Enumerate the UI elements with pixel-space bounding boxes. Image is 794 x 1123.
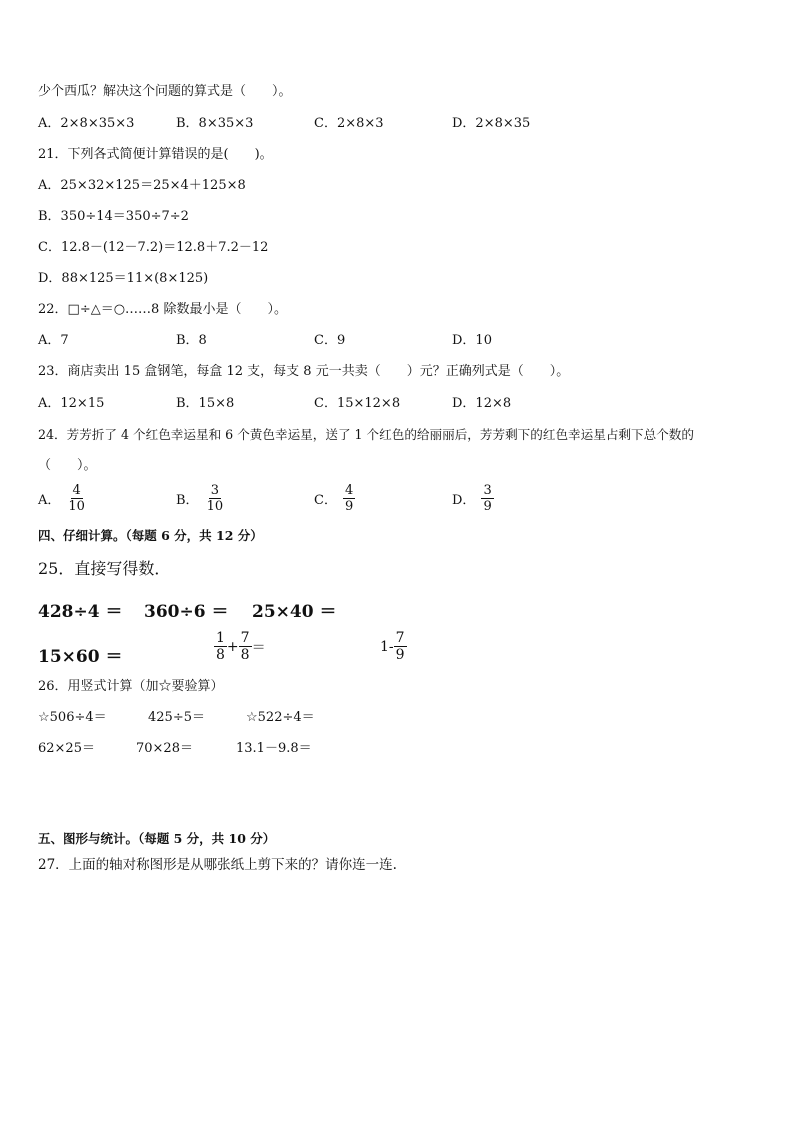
q22-stem: 22．□÷△＝○……8 除数最小是（ ）。 [38,302,287,317]
q22-option-d[interactable]: D．10 [452,333,492,348]
q22-option-c[interactable]: C．9 [314,333,346,348]
q24-answer-paren: （ ）。 [38,458,97,473]
numerator: 4 [72,483,81,498]
numerator: 7 [395,630,405,646]
option-label: B． [176,493,199,508]
q20-option-a[interactable]: A．2×8×35×3 [38,116,135,131]
q25-item-3: 25×40 ＝ [252,602,337,622]
q25-item-2: 360÷6 ＝ [144,602,229,622]
q23-option-d[interactable]: D．12×8 [452,396,512,411]
q21-option-c[interactable]: C．12.8－(12－7.2)＝12.8＋7.2－12 [38,240,269,255]
q24-option-d[interactable] [452,484,494,513]
fraction [394,631,407,662]
q25-stem: 25．直接写得数． [38,559,171,578]
q25-item-1: 428÷4 ＝ [38,602,123,622]
q24-option-c[interactable] [314,484,355,513]
numerator: 3 [210,483,219,498]
q26-item-4: 62×25＝ [38,741,95,756]
denominator: 10 [206,499,224,514]
q23-stem: 23．商店卖出 15 盒钢笔，每盒 12 支，每支 8 元一共卖（ ）元？正确列式是（ ）。 [38,364,570,379]
numerator: 3 [483,483,492,498]
denominator: 9 [395,647,405,663]
q27-stem: 27．上面的轴对称图形是从哪张纸上剪下来的？请你连一连. [38,857,397,873]
denominator: 8 [216,647,225,663]
section-4-heading: 四、仔细计算。（每题 6 分，共 12 分） [38,528,263,543]
q21-option-a[interactable]: A．25×32×125＝25×4＋125×8 [38,178,246,193]
numerator: 4 [344,483,354,498]
denominator: 9 [483,499,492,514]
q26-item-5: 70×28＝ [136,741,193,756]
denominator: 10 [68,499,85,514]
q26-item-3: ☆522÷4＝ [246,710,315,725]
section-5-heading: 五、图形与统计。（每题 5 分，共 10 分） [38,831,276,846]
option-label: A． [38,493,61,508]
q24-stem: 24．芳芳折了 4 个红色幸运星和 6 个黄色幸运星，送了 1 个红色的给丽丽后，芳芳剩下的红色幸运星占剩下总个数的 [38,427,694,442]
q20-option-c[interactable]: C．2×8×3 [314,116,384,131]
denominator: 9 [344,499,354,514]
numerator: 7 [240,630,250,646]
q22-option-b[interactable]: B．8 [176,333,207,348]
q22-option-a[interactable]: A．7 [38,333,69,348]
q20-tail-text: 少个西瓜？解决这个问题的算式是（ ）。 [38,84,292,99]
denominator: 8 [240,647,250,663]
q20-option-d[interactable]: D．2×8×35 [452,116,531,131]
q26-item-6: 13.1－9.8＝ [236,741,312,756]
q21-option-b[interactable]: B．350÷14＝350÷7÷2 [38,209,189,224]
q20-option-b[interactable]: B．8×35×3 [176,116,254,131]
q21-option-d[interactable]: D．88×125＝11×(8×125) [38,271,209,286]
q23-option-a[interactable]: A．12×15 [38,396,105,411]
option-label: C． [314,493,337,508]
q21-stem: 21．下列各式简便计算错误的是( )。 [38,147,273,162]
equals-sign: ＝ [251,639,266,656]
fraction [481,484,493,513]
fraction [66,484,87,513]
q25-fraction-sum [214,631,266,662]
fraction [214,631,227,662]
q25-fraction-subtract [380,631,407,662]
fraction [205,484,226,513]
q25-item-4: 15×60 ＝ [38,647,123,667]
option-label: D． [452,493,476,508]
numerator: 1 [216,630,225,646]
q23-option-c[interactable]: C．15×12×8 [314,396,401,411]
fraction [343,484,355,513]
plus-sign: + [226,638,239,655]
whole-number: 1- [380,638,394,655]
q24-option-b[interactable] [176,484,225,513]
q24-option-a[interactable] [38,484,87,513]
q26-item-2: 425÷5＝ [148,710,205,725]
fraction [239,631,252,662]
q26-item-1: ☆506÷4＝ [38,710,107,725]
q26-stem: 26．用竖式计算（加☆要验算） [38,679,224,694]
q23-option-b[interactable]: B．15×8 [176,396,235,411]
